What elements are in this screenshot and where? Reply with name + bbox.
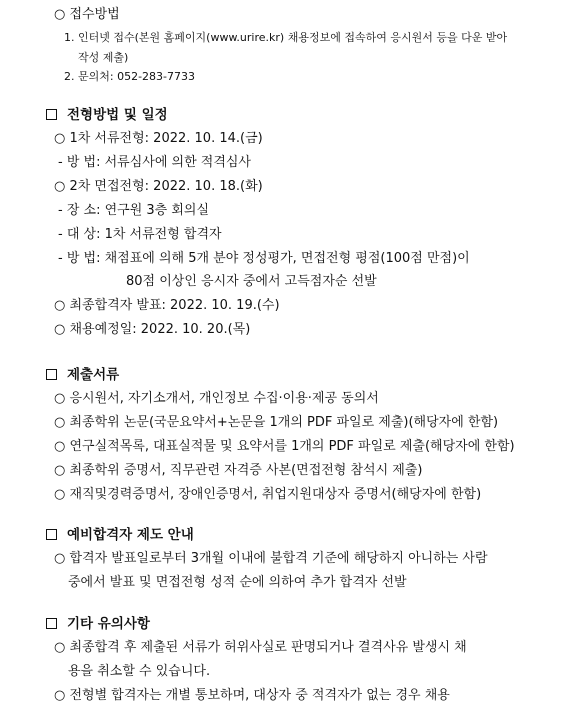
section-heading-text: 예비합격자 제도 안내 (67, 527, 194, 543)
documents-line: ○ 연구실적목록, 대표실적물 및 요약서를 1개의 PDF 파일로 제출(해당자에 한함) (54, 439, 515, 454)
selection-line: - 대 상: 1차 서류전형 합격자 (58, 227, 222, 242)
documents-line: ○ 재직및경력증명서, 장애인증명서, 취업지원대상자 증명서(해당자에 한함) (54, 487, 482, 502)
selection-line: - 장 소: 연구원 3층 회의실 (58, 203, 210, 218)
section-heading-notes (46, 616, 150, 632)
section-heading-documents (46, 367, 119, 383)
selection-line: 80점 이상인 응시자 중에서 고득점자순 선발 (126, 274, 377, 289)
section-heading-text: 기타 유의사항 (67, 616, 150, 632)
reserve-line: 중에서 발표 및 면접전형 성적 순에 의하여 추가 합격자 선발 (68, 575, 407, 590)
notes-line: 용을 취소할 수 있습니다. (68, 664, 211, 679)
selection-line: ○ 최종합격자 발표: 2022. 10. 19.(수) (54, 298, 280, 313)
documents-line: ○ 최종학위 증명서, 직무관련 자격증 사본(면접전형 참석시 제출) (54, 463, 423, 478)
notes-line: ○ 최종합격 후 제출된 서류가 허위사실로 판명되거나 결격사유 발생시 채 (54, 640, 467, 655)
application-method-title: ○ 접수방법 (54, 7, 120, 22)
selection-line: - 방 법: 채점표에 의해 5개 분야 정성평가, 면접전형 평점(100점 만점)이 (58, 251, 470, 266)
documents-line: ○ 응시원서, 자기소개서, 개인정보 수집·이용·제공 동의서 (54, 391, 379, 406)
documents-line: ○ 최종학위 논문(국문요약서+논문을 1개의 PDF 파일로 제출)(해당자에 한함) (54, 415, 499, 430)
section-heading-reserve (46, 527, 194, 543)
section-heading-selection (46, 107, 168, 123)
reserve-line: ○ 합격자 발표일로부터 3개월 이내에 불합격 기준에 해당하지 아니하는 사람 (54, 551, 488, 566)
section-heading-text: 전형방법 및 일정 (67, 107, 168, 123)
notes-line: ○ 전형별 합격자는 개별 통보하며, 대상자 중 적격자가 없는 경우 채용 (54, 688, 450, 703)
checkbox-square-icon (46, 109, 57, 120)
checkbox-square-icon (46, 618, 57, 629)
checkbox-square-icon (46, 529, 57, 540)
intro-item-1-cont: 작성 제출) (78, 51, 129, 64)
selection-line: ○ 1차 서류전형: 2022. 10. 14.(금) (54, 131, 263, 146)
intro-item-1: 1. 인터넷 접수(본원 홈페이지(www.urire.kr) 채용정보에 접속하여 응시원서 등을 다운 받아 (64, 31, 508, 44)
selection-line: - 방 법: 서류심사에 의한 적격심사 (58, 155, 251, 170)
checkbox-square-icon (46, 369, 57, 380)
intro-item-2: 2. 문의처: 052-283-7733 (64, 70, 195, 83)
selection-line: ○ 2차 면접전형: 2022. 10. 18.(화) (54, 179, 263, 194)
section-heading-text: 제출서류 (67, 367, 120, 383)
selection-line: ○ 채용예정일: 2022. 10. 20.(목) (54, 322, 251, 337)
